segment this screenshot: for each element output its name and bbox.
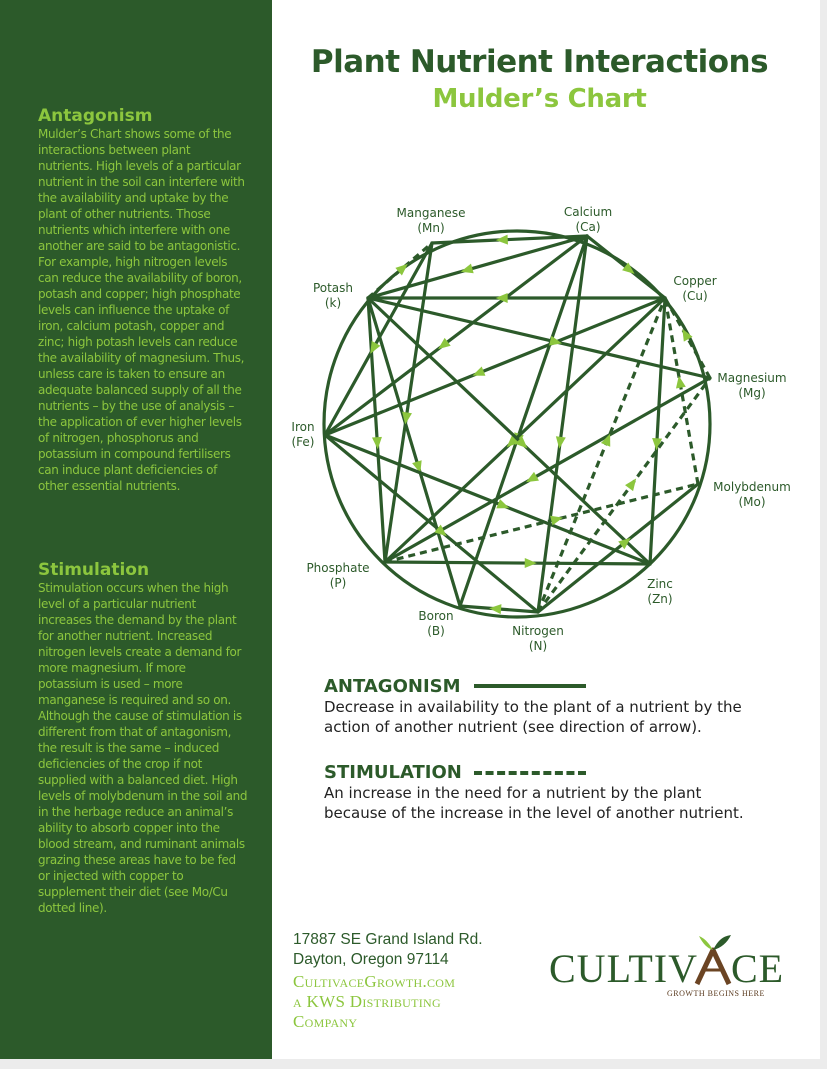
node-label-fe: Iron bbox=[291, 420, 315, 434]
website-link[interactable]: CultivaceGrowth.com bbox=[293, 972, 456, 991]
node-label-mo: Molybdenum bbox=[713, 480, 791, 494]
node-label-ca: Calcium bbox=[563, 205, 613, 219]
antagonism-arrow-p-zn bbox=[525, 558, 537, 568]
antagonism-arrow-fe-zn bbox=[496, 499, 509, 508]
node-label-mn: Manganese bbox=[396, 206, 466, 220]
legend-stimulation-heading: STIMULATION bbox=[324, 762, 462, 783]
node-symbol-mg: (Mg) bbox=[738, 386, 766, 400]
viewer-frame-bottom bbox=[0, 1059, 827, 1069]
company-line2: Company bbox=[293, 1012, 358, 1031]
logo-word-left: CULTIV bbox=[549, 946, 698, 991]
node-symbol-p: (P) bbox=[329, 576, 347, 590]
sidebar-stimulation-section bbox=[38, 560, 248, 916]
sidebar-stimulation-heading: Stimulation bbox=[38, 560, 150, 580]
legend-dashed-line bbox=[474, 771, 586, 775]
antagonism-line-cu-zn bbox=[650, 298, 665, 564]
antagonism-line-ca-fe bbox=[325, 236, 587, 435]
node-label-b: Boron bbox=[418, 609, 454, 623]
node-label-p: Phosphate bbox=[306, 561, 370, 575]
stimulation-arrow-mo-cu bbox=[676, 376, 686, 389]
antagonism-line-k-zn bbox=[368, 298, 650, 564]
antagonism-line-fe-n bbox=[325, 435, 538, 612]
node-label-cu: Copper bbox=[673, 274, 717, 288]
sidebar-antagonism-heading: Antagonism bbox=[38, 106, 153, 126]
antagonism-line-cu-p bbox=[385, 298, 665, 562]
node-symbol-b: (B) bbox=[427, 624, 445, 638]
sidebar-antagonism-section bbox=[38, 106, 248, 494]
address bbox=[293, 930, 483, 970]
page-title: Plant Nutrient Interactions bbox=[310, 44, 769, 80]
node-symbol-n: (N) bbox=[528, 639, 548, 653]
mulder-chart bbox=[280, 195, 791, 665]
sidebar-antagonism-body: Mulder’s Chart shows some of the interactions between plant nutrients. High levels of a particular nutrient in the soil can interfere with the availability and uptake by the plant of other nutrients. Those nutrients which interfere with one another are said to be antagonistic. For example, high nitrogen levels can reduce the availability of boron, potash and copper; high phosphate levels can influence the uptake of iron, calcium potash, copper and zinc; high potash levels can reduce the availability of magnesium. Thus, unless care is taken to ensure an adequate balanced supply of all the nutrients – by the use of analysis – the application of ever higher levels of nitrogen, phosphorus and potassium in compound fertilisers can induce plant deficiencies of other essential nutrients. bbox=[38, 127, 245, 493]
legend-stimulation-text: An increase in the need for a nutrient by the plant because of the increase in the level of another nutrient. bbox=[324, 784, 744, 822]
antagonism-arrow-ca-mn bbox=[496, 235, 508, 245]
legend-solid-line bbox=[474, 684, 586, 688]
viewer-frame-right bbox=[820, 0, 827, 1069]
address-line2: Dayton, Oregon 97114 bbox=[293, 951, 449, 968]
company-line1: a KWS Distributing bbox=[293, 992, 441, 1011]
antagonism-arrow-cu-fe bbox=[472, 366, 485, 375]
antagonism-arrow-k-p bbox=[372, 437, 382, 449]
antagonism-line-p-zn bbox=[385, 562, 650, 564]
antagonism-arrow-n-b bbox=[489, 604, 501, 614]
node-symbol-zn: (Zn) bbox=[647, 592, 673, 606]
stimulation-arrow-n-mg bbox=[625, 478, 636, 491]
node-label-k: Potash bbox=[312, 281, 354, 295]
antagonism-line-k-p bbox=[368, 298, 385, 562]
node-symbol-fe: (Fe) bbox=[291, 435, 315, 449]
node-symbol-k: (k) bbox=[324, 296, 342, 310]
sidebar bbox=[0, 0, 272, 1059]
legend-antagonism-heading: ANTAGONISM bbox=[324, 676, 461, 697]
node-label-n: Nitrogen bbox=[512, 624, 564, 638]
node-symbol-mo: (Mo) bbox=[738, 495, 766, 509]
node-symbol-ca: (Ca) bbox=[575, 220, 601, 234]
node-symbol-cu: (Cu) bbox=[682, 289, 708, 303]
company-info bbox=[293, 972, 455, 1032]
logo-word-right: CE bbox=[731, 946, 785, 991]
antagonism-arrow-ca-k bbox=[461, 264, 474, 274]
node-label-mg: Magnesium bbox=[717, 371, 787, 385]
antagonism-line-mn-fe bbox=[325, 243, 432, 435]
sprout-a-icon bbox=[697, 935, 731, 984]
antagonism-line-ca-b bbox=[460, 236, 587, 606]
node-symbol-mn: (Mn) bbox=[417, 221, 445, 235]
legend-antagonism-text: Decrease in availability to the plant of a nutrient by the action of another nutrient (see direction of arrow). bbox=[324, 698, 742, 736]
logo-tagline: GROWTH BEGINS HERE bbox=[667, 989, 765, 998]
sidebar-stimulation-body: Stimulation occurs when the high level of a particular nutrient increases the demand by the plant for another nutrient. Increased nitrogen levels create a demand for more magnesium. If more potassium is used – more manganese is required and so on. Although the cause of stimulation is different from that of antagonism, the result is the same – induced deficiencies of the crop if not supplied with a balanced diet. High levels of molybdenum in the soil and in the herbage reduce an animal’s ability to absorb copper into the blood stream, and ruminant animals grazing these areas have to be fed or injected with copper to supplement their diet (see Mo/Cu dotted line). bbox=[38, 581, 248, 915]
node-label-zn: Zinc bbox=[647, 577, 673, 591]
address-line1: 17887 SE Grand Island Rd. bbox=[293, 931, 483, 948]
page-subtitle: Mulder’s Chart bbox=[432, 84, 647, 114]
cultivace-logo bbox=[547, 930, 797, 1005]
